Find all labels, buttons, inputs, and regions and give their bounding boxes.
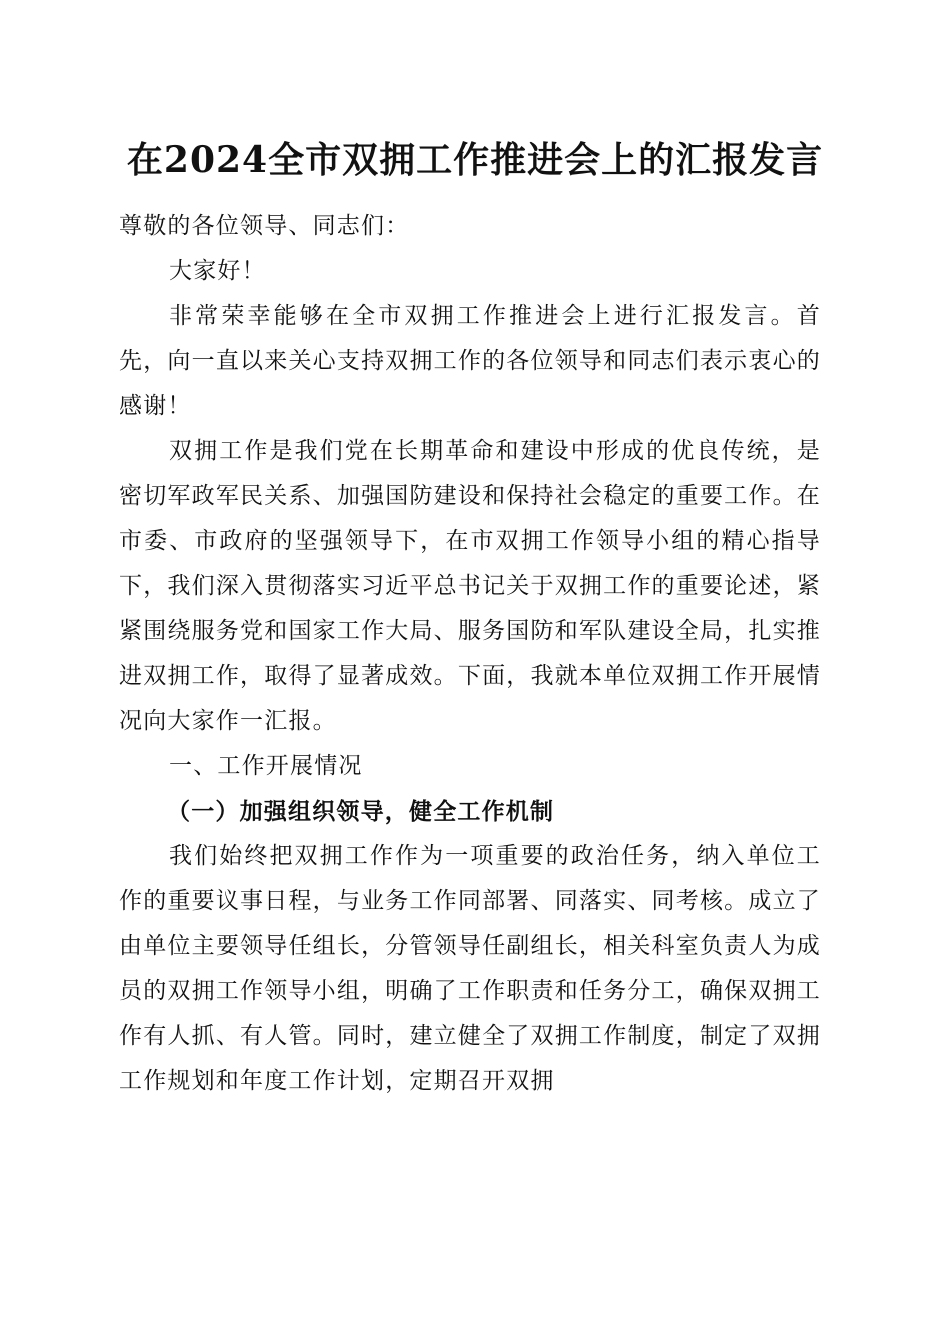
subsection-heading: （一）加强组织领导，健全工作机制 [167,798,555,825]
section-heading: 一、工作开展情况 [169,753,363,779]
document-title: 在2024全市双拥工作推进会上的汇报发言 [126,139,824,181]
paragraph-organization: 我们始终把双拥工作作为一项重要的政治任务，纳入单位工作的重要议事日程，与业务工作同部署、同落实、同考核。成立了由单位主要领导任组长，分管领导任副组长，相关科室负责人为成员的双拥工作领导小组，明确了工作职责和任务分工，确保双拥工作有人抓、有人管。同时，建立健全了双拥工作制度，制定了双拥工作规划和年度工作计划，定期召开双拥 [119,843,821,1094]
paragraph-intro: 非常荣幸能够在全市双拥工作推进会上进行汇报发言。首先，向一直以来关心支持双拥工作的各位领导和同志们表示衷心的感谢！ [119,303,821,419]
greeting: 大家好！ [169,258,266,284]
document-body [119,204,821,1104]
paragraph-overview: 双拥工作是我们党在长期革命和建设中形成的优良传统，是密切军政军民关系、加强国防建设和保持社会稳定的重要工作。在市委、市政府的坚强领导下，在市双拥工作领导小组的精心指导下，我们深入贯彻落实习近平总书记关于双拥工作的重要论述，紧紧围绕服务党和国家工作大局、服务国防和军队建设全局，扎实推进双拥工作，取得了显著成效。下面，我就本单位双拥工作开展情况向大家作一汇报。 [119,438,821,734]
salutation: 尊敬的各位领导、同志们： [119,213,410,239]
